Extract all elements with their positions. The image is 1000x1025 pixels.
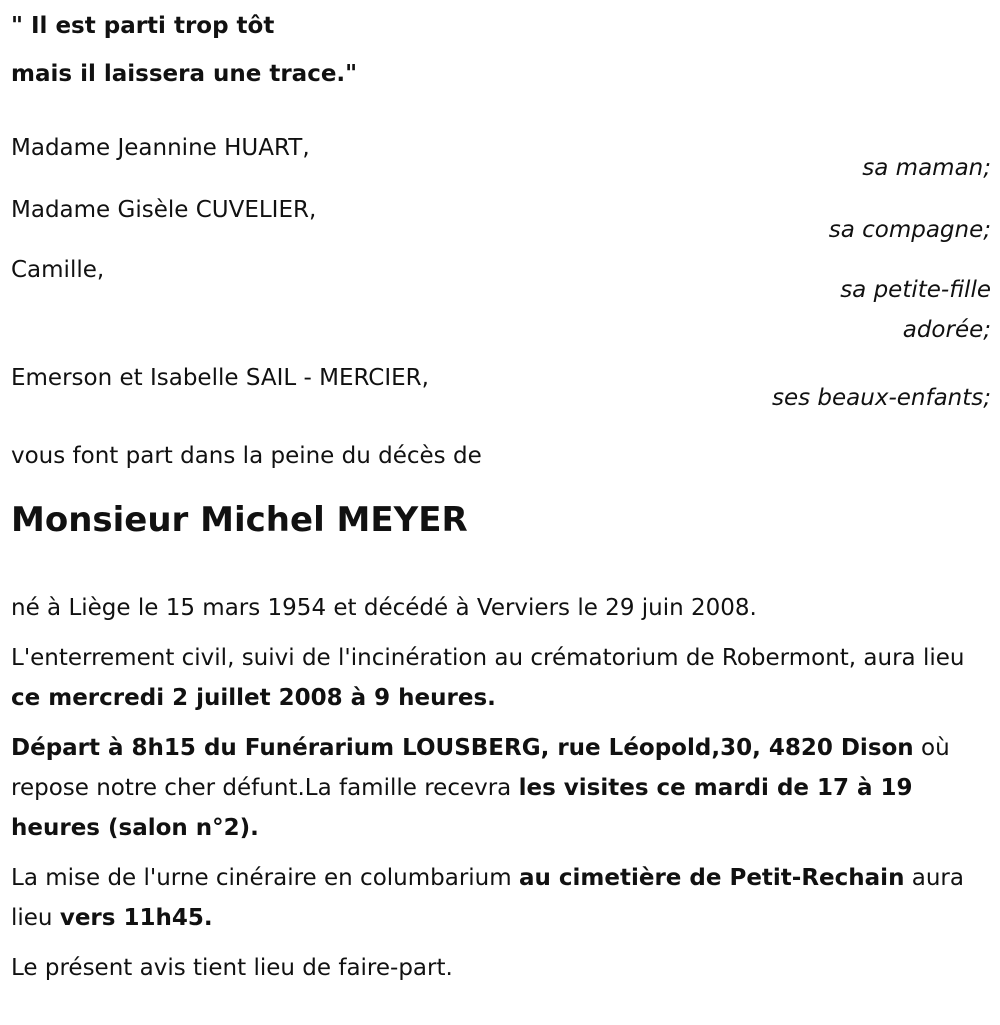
urn-mid: aura lieu	[11, 865, 964, 931]
obituary-page	[11, 0, 991, 998]
urn-text: La mise de l'urne cinéraire en columbarium	[11, 865, 519, 891]
obituary-details	[11, 588, 991, 988]
family-member-role: sa maman;	[862, 155, 991, 181]
family-member	[11, 250, 991, 350]
family-member	[11, 128, 991, 188]
deceased-name: Monsieur Michel MEYER	[11, 500, 468, 540]
announcement-text: vous font part dans la peine du décès de	[11, 443, 482, 469]
family-member-role: sa petite-fille	[840, 277, 991, 303]
funeral-date: ce mercredi 2 juillet 2008 à 9 heures.	[11, 685, 496, 711]
urn-paragraph	[11, 858, 991, 938]
family-member-name: Madame Jeannine HUART,	[11, 135, 310, 161]
funeral-text: L'enterrement civil, suivi de l'incinération au crématorium de Robermont, aura lieu	[11, 645, 965, 671]
family-member-role: adorée;	[902, 317, 991, 343]
family-member-role: sa compagne;	[828, 217, 991, 243]
urn-time: vers 11h45.	[59, 905, 213, 931]
departure-text: Départ à 8h15 du Funérarium LOUSBERG, rue Léopold,30, 4820 Dison	[11, 735, 914, 761]
closing-text: Le présent avis tient lieu de faire-part.	[11, 955, 453, 981]
quote-line-1: " Il est parti trop tôt	[11, 13, 275, 39]
funeral-paragraph	[11, 638, 991, 718]
family-member	[11, 358, 991, 418]
family-member-role: ses beaux-enfants;	[771, 385, 991, 411]
rest-text: où repose notre cher défunt.La famille recevra	[11, 735, 950, 801]
family-member-name: Madame Gisèle CUVELIER,	[11, 197, 317, 223]
birth-death-text: né à Liège le 15 mars 1954 et décédé à Verviers le 29 juin 2008.	[11, 595, 757, 621]
quote-line-2: mais il laissera une trace."	[11, 61, 358, 87]
family-list	[11, 128, 991, 418]
departure-paragraph	[11, 728, 991, 848]
epitaph-quote	[11, 2, 991, 98]
family-member-name: Camille,	[11, 257, 105, 283]
visits-text: les visites ce mardi de 17 à 19 heures (salon n°2).	[11, 775, 913, 841]
family-member-name: Emerson et Isabelle SAIL - MERCIER,	[11, 365, 429, 391]
urn-place: au cimetière de Petit-Rechain	[518, 865, 905, 891]
family-member	[11, 190, 991, 250]
